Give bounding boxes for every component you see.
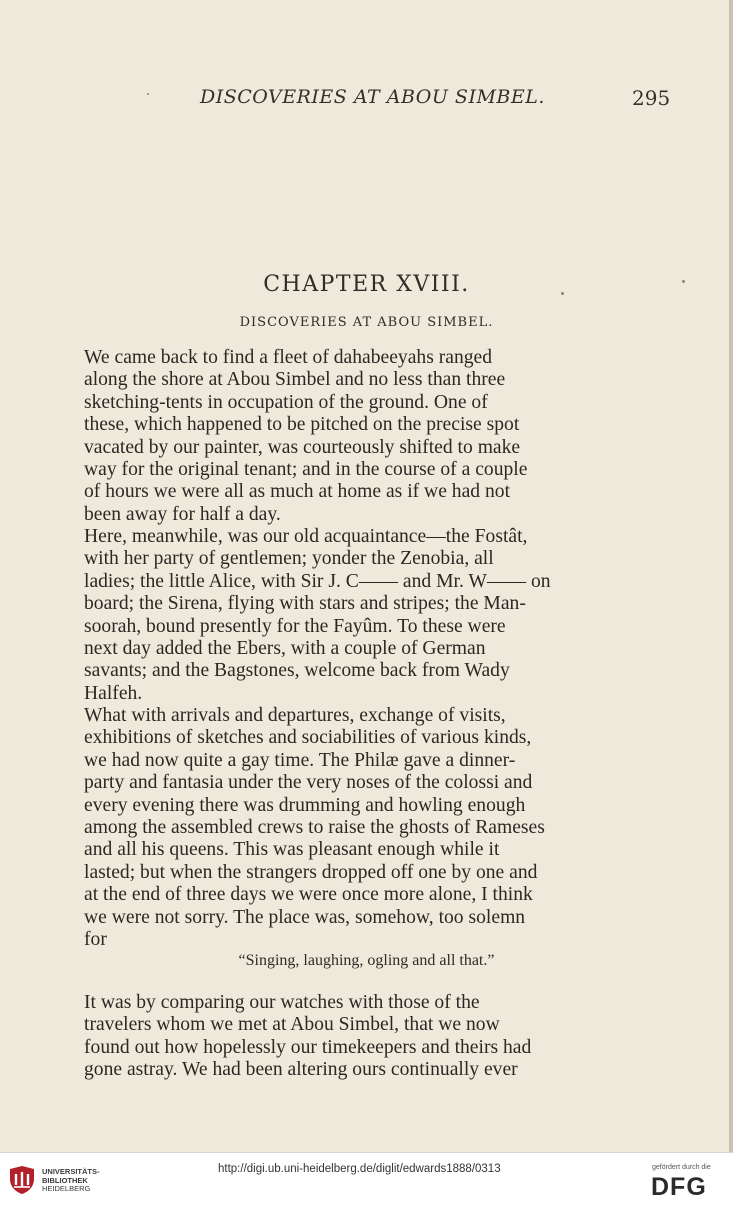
text-line: at the end of three days we were once more alone, I think [84,884,533,906]
university-library-name [42,1168,100,1194]
text-line: along the shore at Abou Simbel and no less than three [84,369,506,391]
paragraph-4 [84,992,668,1082]
uni-name-line: BIBLIOTHEK [42,1175,88,1185]
text-line: ladies; the little Alice, with Sir J. C—— and Mr. W—— on [84,570,551,592]
paragraph-3 [84,705,668,951]
university-library-logo-icon [8,1165,36,1195]
text-line: next day added the Ebers, with a couple of German [84,638,486,660]
chapter-title: CHAPTER XVIII. [263,272,470,297]
permalink-url[interactable]: http://digi.ub.uni-heidelberg.de/diglit/edwards1888/0313 [218,1163,501,1175]
text-line: of hours we were all as much at home as if we had not [84,481,511,503]
uni-name-line: HEIDELBERG [42,1184,91,1193]
text-line: been away for half a day. [84,503,281,525]
text-line: and all his queens. This was pleasant enough while it [84,839,500,861]
text-line: for [84,929,107,951]
text-line: found out how hopelessly our timekeepers and theirs had [84,1036,532,1058]
speck [561,292,564,295]
text-line: every evening there was drumming and howling enough [84,794,526,816]
text-line: Halfeh. [84,682,143,704]
text-line: What with arrivals and departures, exchange of visits, [84,705,506,726]
paragraph-2 [84,526,668,705]
text-line: gone astray. We had been altering ours continually ever [84,1059,518,1081]
running-head: DISCOVERIES AT ABOU SIMBEL. [200,86,545,108]
text-line: way for the original tenant; and in the course of a couple [84,459,528,481]
speck [682,280,685,283]
text-line: vacated by our painter, was courteously shifted to make [84,436,521,458]
text-line: we were not sorry. The place was, somehow, too solemn [84,906,526,928]
text-line: these, which happened to be pitched on the precise spot [84,414,520,436]
text-line: It was by comparing our watches with those of the [84,992,480,1013]
text-line: savants; and the Bagstones, welcome back from Wady [84,660,510,682]
uni-name-line: UNIVERSITÄTS- [42,1167,100,1176]
page-number: 295 [632,86,671,110]
text-line: we had now quite a gay time. The Philæ gave a dinner- [84,749,516,771]
text-line: Here, meanwhile, was our old acquaintance—the Fostât, [84,526,528,547]
text-line: soorah, bound presently for the Fayûm. To these were [84,615,506,637]
paragraph-1 [84,347,668,526]
page-edge [729,0,733,1152]
text-line: travelers whom we met at Abou Simbel, that we now [84,1014,500,1036]
text-line: lasted; but when the strangers dropped off one by one and [84,861,538,883]
funded-by-label: gefördert durch die [652,1164,711,1171]
viewer-footer [0,1152,733,1207]
chapter-subtitle: DISCOVERIES AT ABOU SIMBEL. [239,315,494,330]
text-line: with her party of gentlemen; yonder the Zenobia, all [84,548,494,570]
text-line: party and fantasia under the very noses of the colossi and [84,772,533,794]
speck [147,93,149,95]
text-line: We came back to find a fleet of dahabeeyahs ranged [84,347,493,368]
text-line: exhibitions of sketches and sociabilities of various kinds, [84,727,532,749]
text-line: board; the Sirena, flying with stars and stripes; the Man- [84,593,526,615]
text-line: sketching-tents in occupation of the ground. One of [84,391,488,413]
dfg-logo: DFG [651,1173,707,1201]
quotation: “Singing, laughing, ogling and all that.” [238,952,495,969]
text-line: among the assembled crews to raise the ghosts of Rameses [84,817,545,839]
